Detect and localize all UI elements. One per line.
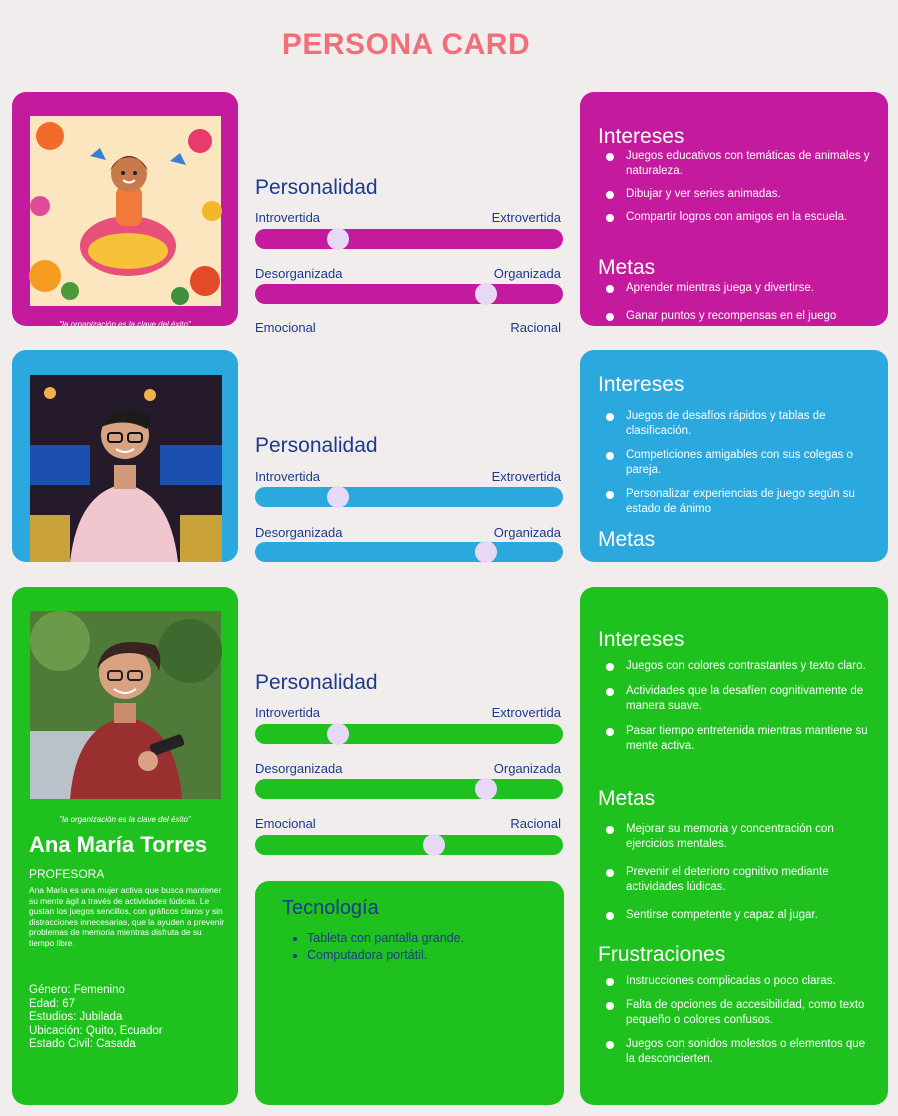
persona3-goals-title: Metas xyxy=(598,787,656,810)
scale-right-label: Racional xyxy=(510,320,561,335)
persona3-frustrations-list xyxy=(606,974,876,1067)
persona2-goals-title: Metas xyxy=(598,528,656,551)
list-item: Competiciones amigables con sus colegas o pareja. xyxy=(606,448,876,478)
persona3-bio: Ana María es una mujer activa que busca mantener su mente ágil a través de actividades lúdicas. Le gustan los juegos sencillos, con gráficos claros y sin distracciones innecesarias, que la ayuden a prevenir problemas de memoria mientras disfruta de su tiempo libre. xyxy=(29,885,225,948)
persona3-interests-card xyxy=(580,587,888,1105)
list-item: Dibujar y ver series animadas. xyxy=(606,187,876,202)
persona1-interests-list xyxy=(606,149,876,225)
persona2-scale-2-clip xyxy=(255,542,565,562)
persona1-goals-list xyxy=(606,281,876,324)
list-item: • Tableta con pantalla grande. xyxy=(307,930,464,947)
persona1-interests-title: Intereses xyxy=(598,125,685,148)
persona2-photo xyxy=(30,375,222,562)
scale-left-label: Desorganizada xyxy=(255,525,343,540)
scale-left-label: Introvertida xyxy=(255,705,321,720)
persona1-photo xyxy=(30,116,221,306)
scale-left-label: Emocional xyxy=(255,816,316,831)
persona3-tech-list xyxy=(307,930,464,963)
persona1-quote: "la organización es la clave del éxito" xyxy=(59,320,191,329)
persona1-scale-1-bar xyxy=(255,229,563,249)
persona3-interests-title: Intereses xyxy=(598,628,685,651)
persona3-role: PROFESORA xyxy=(29,867,105,881)
persona3-tech-card xyxy=(255,881,564,1105)
persona3-quote: "la organización es la clave del éxito" xyxy=(59,815,191,824)
persona2-scale-2-labels xyxy=(255,525,561,540)
persona3-photo xyxy=(30,611,221,799)
detail-line: Género: Femenino xyxy=(29,984,125,996)
list-item: Instrucciones complicadas o poco claras. xyxy=(606,974,876,989)
persona3-personality-title: Personalidad xyxy=(255,671,378,694)
list-item: Pasar tiempo entretenida mientras mantiene su mente activa. xyxy=(606,724,876,754)
persona3-scale-2-labels xyxy=(255,761,561,776)
persona3-name: Ana María Torres xyxy=(29,832,208,857)
persona1-personality-title: Personalidad xyxy=(255,176,378,199)
scale-left-label: Desorganizada xyxy=(255,761,343,776)
persona3-frustrations-title: Frustraciones xyxy=(598,943,726,966)
persona2-scale-1-bar xyxy=(255,487,563,507)
persona2-interests-title: Intereses xyxy=(598,373,685,396)
persona3-scale-2-knob[interactable] xyxy=(475,778,497,800)
list-item: Actividades que la desafíen cognitivamente de manera suave. xyxy=(606,684,876,714)
list-item: Mejorar su memoria y concentración con ejercicios mentales. xyxy=(606,822,876,852)
scale-right-label: Organizada xyxy=(493,761,561,776)
list-item: Compartir logros con amigos en la escuela. xyxy=(606,210,876,225)
persona2-scale-2-knob[interactable] xyxy=(475,541,497,563)
detail-line: Ubicación: Quito, Ecuador xyxy=(29,1024,163,1037)
persona1-profile-card xyxy=(12,92,238,329)
persona3-scale-3-knob[interactable] xyxy=(423,834,445,856)
scale-left-label: Desorganizada xyxy=(255,266,343,281)
persona1-scale-2-knob[interactable] xyxy=(475,283,497,305)
persona1-scale-3-cut xyxy=(255,318,565,335)
persona1-interests-card xyxy=(580,92,888,326)
persona2-personality-title: Personalidad xyxy=(255,434,378,457)
persona1-scale-1-knob[interactable] xyxy=(327,228,349,250)
persona3-profile-card xyxy=(12,587,238,1105)
list-item: Personalizar experiencias de juego según su estado de ánimo xyxy=(606,487,876,517)
persona3-scale-3-bar xyxy=(255,835,563,855)
persona3-scale-1-labels xyxy=(255,705,561,720)
scale-right-label: Extrovertida xyxy=(491,469,561,484)
scale-left-label: Emocional xyxy=(255,320,316,335)
persona3-interests-list xyxy=(606,659,876,754)
persona2-scale-1-knob[interactable] xyxy=(327,486,349,508)
persona1-scale-2-bar xyxy=(255,284,563,304)
page-title: PERSONA CARD xyxy=(281,28,531,61)
list-item: Ganar puntos y recompensas en el juego xyxy=(606,309,876,324)
persona2-interests-list xyxy=(606,409,876,517)
persona1-scale-2-labels xyxy=(255,266,561,281)
scale-left-label: Introvertida xyxy=(255,210,321,225)
list-item: Sentirse competente y capaz al jugar. xyxy=(606,908,876,923)
list-item: Juegos con colores contrastantes y texto claro. xyxy=(606,659,876,674)
persona3-goals-list xyxy=(606,822,876,923)
persona2-interests-card xyxy=(580,350,888,562)
persona3-scale-2-bar xyxy=(255,779,563,799)
persona3-scale-1-knob[interactable] xyxy=(327,723,349,745)
persona2-scale-2-bar xyxy=(255,542,563,562)
detail-line: Estado Civil: Casada xyxy=(29,1038,136,1050)
list-item: • Computadora portátil. xyxy=(307,947,464,964)
detail-line: Estudios: Jubilada xyxy=(29,1011,123,1023)
list-item: Juegos educativos con temáticas de animales y naturaleza. xyxy=(606,149,876,179)
persona2-scale-1-labels xyxy=(255,469,561,484)
scale-right-label: Extrovertida xyxy=(491,210,561,225)
list-item: Prevenir el deterioro cognitivo mediante actividades lúdicas. xyxy=(606,865,876,895)
scale-left-label: Introvertida xyxy=(255,469,321,484)
persona3-scale-1-bar xyxy=(255,724,563,744)
persona1-goals-title: Metas xyxy=(598,256,656,279)
persona3-tech-title: Tecnología xyxy=(282,897,379,919)
list-item: Aprender mientras juega y divertirse. xyxy=(606,281,876,296)
scale-right-label: Extrovertida xyxy=(491,705,561,720)
scale-right-label: Racional xyxy=(510,816,561,831)
scale-right-label: Organizada xyxy=(493,266,561,281)
persona1-scale-1-labels xyxy=(255,210,561,225)
detail-line: Edad: 67 xyxy=(29,997,76,1010)
scale-right-label: Organizada xyxy=(493,525,561,540)
persona3-details xyxy=(29,984,163,1052)
list-item: Falta de opciones de accesibilidad, como texto pequeño o colores confusos. xyxy=(606,998,876,1028)
list-item: Juegos con sonidos molestos o elementos que la desconcierten. xyxy=(606,1037,876,1067)
persona2-profile-card xyxy=(12,350,238,562)
list-item: Juegos de desafíos rápidos y tablas de clasificación. xyxy=(606,409,876,439)
persona3-scale-3-labels xyxy=(255,816,561,831)
